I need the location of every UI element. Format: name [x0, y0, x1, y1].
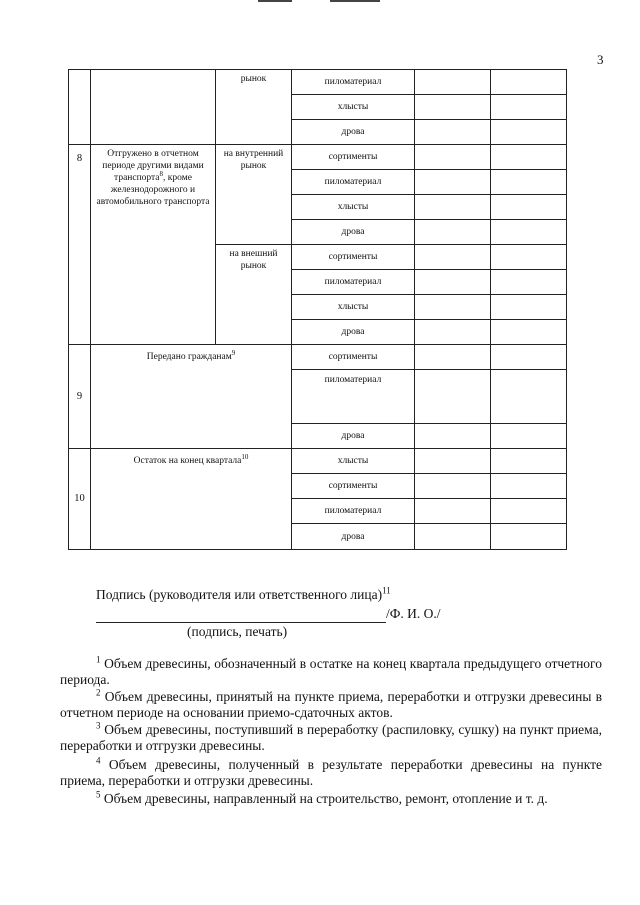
value-cell[interactable]	[491, 499, 567, 524]
row-description-cell	[91, 70, 216, 145]
product-cell: сортименты	[292, 474, 415, 499]
table-row	[69, 70, 567, 95]
value-cell[interactable]	[491, 295, 567, 320]
value-cell[interactable]	[491, 524, 567, 550]
product-cell: дрова	[292, 220, 415, 245]
signature-line	[96, 622, 386, 623]
product-cell: дрова	[292, 424, 415, 449]
value-cell[interactable]	[415, 524, 491, 550]
row-number: 8	[69, 145, 91, 345]
product-cell: пиломатериал	[292, 170, 415, 195]
row-description	[91, 449, 292, 550]
footnote-number: 2	[96, 687, 101, 698]
value-cell[interactable]	[415, 370, 491, 424]
value-cell[interactable]	[491, 370, 567, 424]
value-cell[interactable]	[491, 95, 567, 120]
value-cell[interactable]	[415, 270, 491, 295]
row-description-text: Передано гражданам	[146, 352, 232, 362]
row-number: 9	[69, 345, 91, 449]
row-number: 10	[69, 449, 91, 550]
footnote-ref: 8	[159, 169, 164, 178]
footnote-text: Объем древесины, полученный в результате переработки древесины на пункте приема, переработки и отгрузки древесины.	[60, 757, 603, 788]
value-cell[interactable]	[491, 345, 567, 370]
top-edge-mark	[258, 0, 292, 2]
value-cell[interactable]	[491, 424, 567, 449]
value-cell[interactable]	[415, 245, 491, 270]
footnote	[60, 722, 602, 754]
value-cell[interactable]	[415, 499, 491, 524]
value-cell[interactable]	[415, 295, 491, 320]
product-cell: хлысты	[292, 295, 415, 320]
footnote-number: 4	[96, 755, 101, 766]
signature-label	[96, 587, 391, 603]
report-table	[68, 69, 566, 550]
signature-caption: (подпись, печать)	[187, 624, 288, 639]
value-cell[interactable]	[415, 474, 491, 499]
footnote-ref: 10	[241, 452, 249, 461]
row-number-cell	[69, 70, 91, 145]
market-foreign: на внешний рынок	[216, 245, 292, 345]
footnote-number: 3	[96, 720, 101, 731]
value-cell[interactable]	[415, 424, 491, 449]
value-cell[interactable]	[491, 170, 567, 195]
footnote-number: 1	[96, 654, 101, 665]
value-cell[interactable]	[415, 170, 491, 195]
footnote	[60, 757, 602, 789]
product-cell: сортименты	[292, 345, 415, 370]
product-cell: пиломатериал	[292, 370, 415, 424]
product-cell: сортименты	[292, 245, 415, 270]
product-cell: хлысты	[292, 195, 415, 220]
market-domestic: на внутренний рынок	[216, 145, 292, 245]
table-row	[69, 449, 567, 474]
value-cell[interactable]	[415, 449, 491, 474]
footnote-number: 5	[96, 789, 101, 800]
value-cell[interactable]	[491, 270, 567, 295]
footnote	[60, 689, 602, 721]
value-cell[interactable]	[491, 320, 567, 345]
product-cell: сортименты	[292, 145, 415, 170]
value-cell[interactable]	[491, 120, 567, 145]
value-cell[interactable]	[415, 220, 491, 245]
value-cell[interactable]	[415, 70, 491, 95]
row-description-tail: , кроме железнодорожного и автомобильного транспорта	[96, 173, 210, 207]
footnote	[60, 656, 602, 688]
product-cell: пиломатериал	[292, 70, 415, 95]
footnote-text: Объем древесины, принятый на пункте приема, переработки и отгрузки древесины в отчетном периоде на основании приемо-сдаточных актов.	[60, 689, 603, 720]
value-cell[interactable]	[415, 320, 491, 345]
value-cell[interactable]	[415, 95, 491, 120]
product-cell: дрова	[292, 120, 415, 145]
page-number: 3	[597, 52, 604, 67]
value-cell[interactable]	[491, 245, 567, 270]
value-cell[interactable]	[491, 145, 567, 170]
footnote-text: Объем древесины, направленный на строительство, ремонт, отопление и т. д.	[103, 791, 548, 806]
row-description	[91, 145, 216, 345]
footnote	[60, 791, 602, 807]
top-edge-mark	[330, 0, 380, 2]
product-cell: дрова	[292, 320, 415, 345]
row-description-text: Остаток на конец квартала	[133, 456, 242, 466]
table-row	[69, 345, 567, 370]
value-cell[interactable]	[491, 220, 567, 245]
value-cell[interactable]	[415, 195, 491, 220]
value-cell[interactable]	[415, 345, 491, 370]
product-cell: хлысты	[292, 449, 415, 474]
signature-fio: /Ф. И. О./	[386, 606, 441, 621]
value-cell[interactable]	[415, 120, 491, 145]
footnote-ref: 11	[382, 585, 391, 596]
product-cell: дрова	[292, 524, 415, 550]
value-cell[interactable]	[415, 145, 491, 170]
row-description-text: Отгружено в отчетном периоде другими видами транспорта	[102, 149, 204, 183]
footnote-text: Объем древесины, поступивший в переработку (распиловку, сушку) на пункт приема, переработки и отгрузки древесины.	[60, 722, 602, 753]
value-cell[interactable]	[491, 474, 567, 499]
market-cell: рынок	[216, 70, 292, 145]
value-cell[interactable]	[491, 449, 567, 474]
product-cell: хлысты	[292, 95, 415, 120]
product-cell: пиломатериал	[292, 499, 415, 524]
signature-label-text: Подпись (руководителя или ответственного лица)	[96, 587, 383, 602]
table-row	[69, 145, 567, 170]
product-cell: пиломатериал	[292, 270, 415, 295]
footnote-text: Объем древесины, обозначенный в остатке на конец квартала предыдущего отчетного периода.	[60, 656, 602, 687]
value-cell[interactable]	[491, 70, 567, 95]
row-description	[91, 345, 292, 449]
value-cell[interactable]	[491, 195, 567, 220]
footnote-ref: 9	[231, 348, 236, 357]
